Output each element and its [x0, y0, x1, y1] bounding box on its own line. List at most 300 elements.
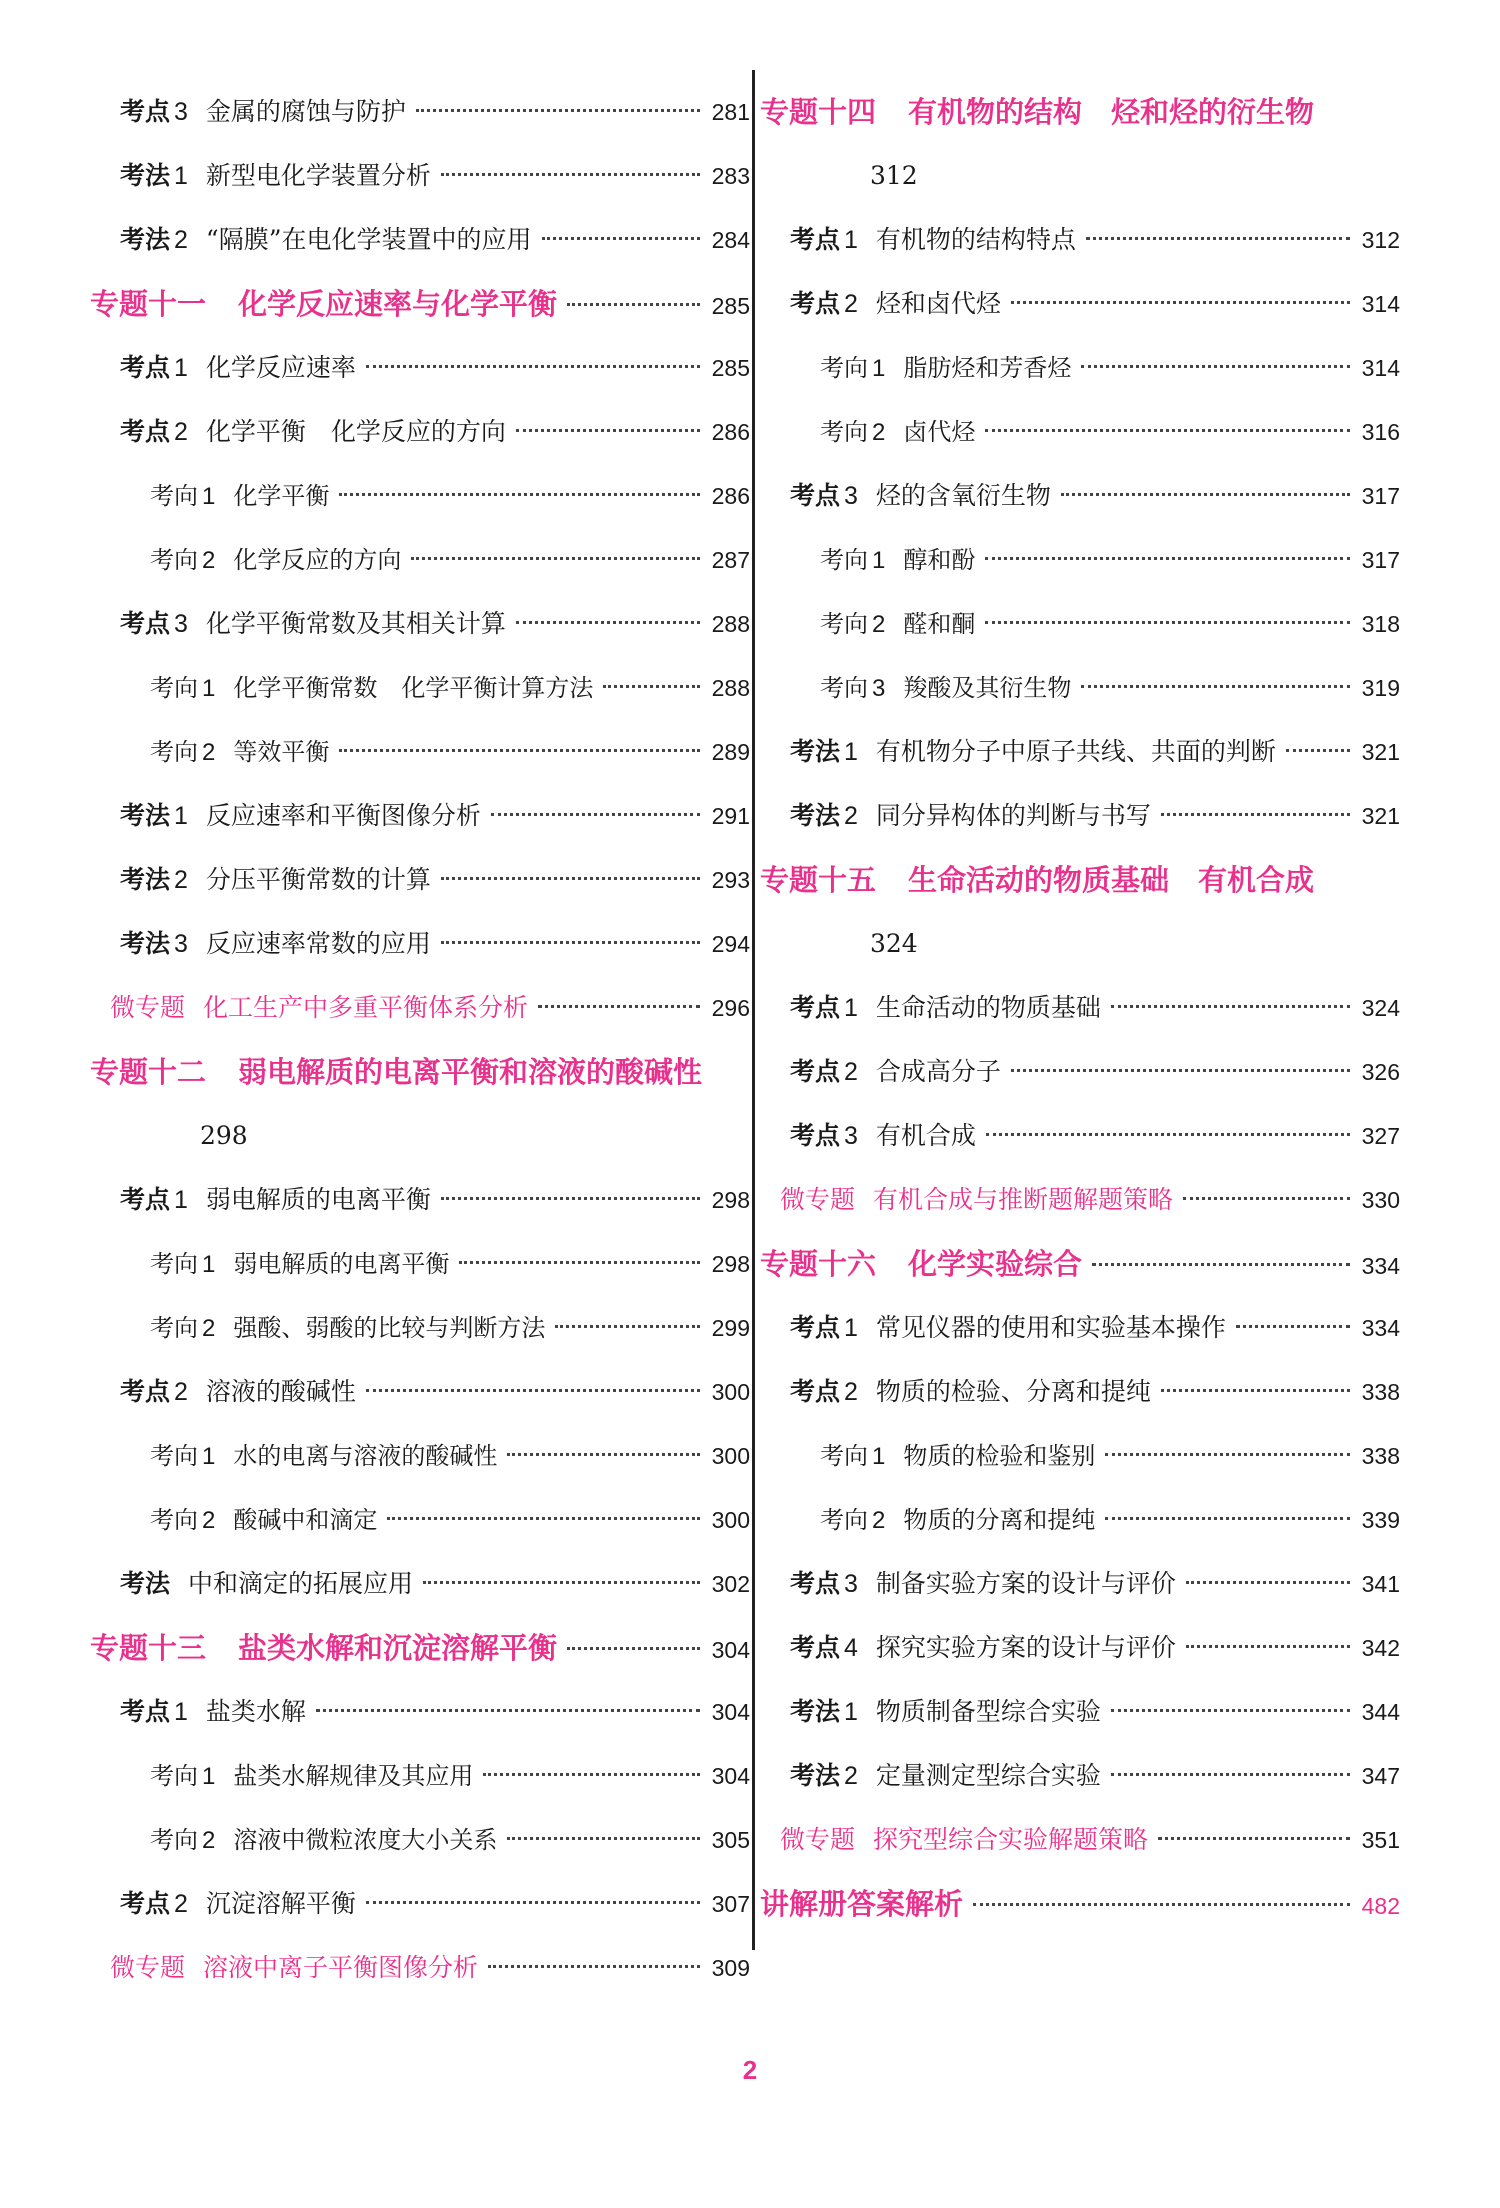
entry-title: 化学反应速率与化学平衡: [238, 287, 558, 321]
toc-entry-kaodian[interactable]: [760, 272, 1400, 336]
toc-entry-micro[interactable]: [90, 976, 750, 1040]
toc-entry-kaoxiang[interactable]: [90, 1808, 750, 1872]
entry-tag: [150, 1424, 215, 1489]
entry-number: 1: [174, 354, 188, 382]
dot-leader: [1236, 1325, 1350, 1328]
page-number: 2: [742, 2055, 758, 2085]
toc-entry-kaoxiang[interactable]: [760, 336, 1400, 400]
page-ref: 334: [1361, 1315, 1400, 1341]
entry-tag: [120, 1552, 170, 1616]
toc-column-left: [90, 80, 750, 2000]
entry-tag: [790, 784, 858, 848]
entry-tag-text: 微专题: [110, 993, 186, 1022]
toc-entry-micro[interactable]: [90, 1936, 750, 2000]
toc-topic-title-line: [760, 80, 1400, 144]
entry-number: 2: [844, 1058, 858, 1086]
entry-tag-text: 考向: [150, 1442, 198, 1470]
toc-entry-kaodian[interactable]: [760, 208, 1400, 272]
entry-title: 化学平衡 化学反应的方向: [205, 417, 506, 446]
toc-entry-kaoxiang[interactable]: [90, 1488, 750, 1552]
entry-number: 1: [202, 1443, 216, 1470]
entry-number: 1: [202, 1763, 216, 1790]
entry-title: 醛和酮: [903, 610, 976, 638]
dot-leader: [538, 1005, 700, 1008]
entry-tag: [120, 336, 188, 400]
entry-tag: [790, 208, 858, 272]
dot-leader: [507, 1453, 700, 1456]
dot-leader: [973, 1903, 1350, 1906]
toc-entry-kaodian[interactable]: [760, 1360, 1400, 1424]
entry-number: 1: [844, 1314, 858, 1342]
entry-tag: [150, 1488, 215, 1553]
page-ref: 284: [711, 227, 750, 253]
page-ref: 339: [1361, 1507, 1400, 1533]
dot-leader: [1105, 1453, 1350, 1456]
toc-entry-kaoxiang[interactable]: [760, 656, 1400, 720]
entry-tag: [820, 1488, 885, 1553]
entry-number: 1: [202, 483, 216, 510]
entry-title: 化学实验综合: [908, 1247, 1083, 1281]
dot-leader: [1061, 493, 1350, 496]
entry-number: 1: [844, 994, 858, 1022]
entry-number: 2: [844, 802, 858, 830]
entry-tag-text: 考点: [120, 1697, 171, 1726]
dot-leader: [1161, 813, 1350, 816]
entry-title: 分压平衡常数的计算: [205, 865, 431, 894]
entry-tag-text: 考向: [150, 1506, 198, 1534]
topic-tag: 专题十四: [760, 95, 877, 129]
page-ref: 351: [1361, 1827, 1400, 1853]
page-ref: 330: [1361, 1187, 1400, 1213]
toc-entry-kaoxiang[interactable]: [760, 1488, 1400, 1552]
toc-entry-kaoxiang[interactable]: [90, 720, 750, 784]
entry-tag-text: 考点: [790, 1057, 841, 1086]
dot-leader: [1086, 237, 1350, 240]
toc-entry-kaodian[interactable]: [90, 1872, 750, 1936]
entry-tag-text: 考法: [790, 801, 841, 830]
page-ref: 314: [1361, 355, 1400, 381]
dot-leader: [491, 813, 700, 816]
entry-title: 制备实验方案的设计与评价: [875, 1569, 1176, 1598]
entry-number: 2: [202, 1827, 216, 1854]
entry-tag-text: 考法: [120, 1569, 171, 1598]
entry-title: 金属的腐蚀与防护: [205, 97, 406, 126]
toc-topic-entry[interactable]: [760, 848, 1400, 976]
page-ref: 298: [711, 1251, 750, 1277]
entry-title: 物质的检验和鉴别: [903, 1442, 1096, 1470]
entry-title: 新型电化学装置分析: [205, 161, 431, 190]
toc-entry-kaodian[interactable]: [760, 1296, 1400, 1360]
page-ref: 342: [1361, 1635, 1400, 1661]
dot-leader: [1081, 685, 1350, 688]
entry-tag-text: 考点: [120, 1889, 171, 1918]
entry-tag-text: 考法: [120, 865, 171, 894]
toc-leader-row: [90, 1104, 750, 1168]
entry-tag-text: 考向: [150, 1762, 198, 1790]
entry-number: 1: [174, 1186, 188, 1214]
dot-leader: [339, 493, 700, 496]
page-ref: 312: [1361, 227, 1400, 253]
toc-entry-kaoxiang[interactable]: [90, 1232, 750, 1296]
page-ref: 326: [1361, 1059, 1400, 1085]
entry-title: 烃和卤代烃: [875, 289, 1001, 318]
toc-entry-kaoxiang[interactable]: [90, 464, 750, 528]
dot-leader: [1158, 1837, 1350, 1840]
toc-entry-kaodian[interactable]: [90, 400, 750, 464]
dot-leader: [366, 1389, 700, 1392]
dot-leader: [1081, 365, 1350, 368]
toc-entry-kaodian[interactable]: [760, 464, 1400, 528]
entry-tag: [150, 1232, 215, 1297]
entry-tag-text: 考点: [120, 417, 171, 446]
toc-entry-kaodian[interactable]: [90, 336, 750, 400]
entry-title: 化学反应速率: [205, 353, 356, 382]
entry-tag-text: 考点: [120, 1185, 171, 1214]
page-ref: 312: [870, 161, 918, 190]
page-ref: 347: [1361, 1763, 1400, 1789]
entry-tag: [150, 720, 215, 785]
entry-title: 溶液的酸碱性: [205, 1377, 356, 1406]
entry-tag-text: 考点: [790, 1377, 841, 1406]
entry-tag: [820, 400, 885, 465]
dot-leader: [488, 1965, 700, 1968]
dot-leader: [567, 1647, 700, 1650]
toc-entry-kaodian[interactable]: [760, 976, 1400, 1040]
entry-tag: [820, 528, 885, 593]
entry-tag: [820, 656, 885, 721]
toc-topic-title-line: [760, 848, 1400, 912]
entry-title: 定量测定型综合实验: [875, 1761, 1101, 1790]
toc-entry-final[interactable]: [760, 1872, 1400, 1936]
entry-tag: [790, 720, 858, 784]
entry-tag: [120, 1168, 188, 1232]
dot-leader: [441, 1197, 700, 1200]
topic-title: 有机物的结构 烃和烃的衍生物: [908, 95, 1315, 129]
entry-title: 烃的含氧衍生物: [875, 481, 1051, 510]
entry-tag-text: 考向: [150, 1826, 198, 1854]
entry-tag: [120, 912, 188, 976]
toc-entry-kaodian[interactable]: [760, 1040, 1400, 1104]
dot-leader: [416, 109, 700, 112]
entry-number: 1: [174, 162, 188, 190]
dot-leader: [316, 1709, 700, 1712]
page-ref: 338: [1361, 1443, 1400, 1469]
entry-number: 2: [202, 1507, 216, 1534]
toc-entry-kaodian[interactable]: [760, 1104, 1400, 1168]
entry-tag: [790, 1552, 858, 1616]
entry-tag-text: 考点: [790, 1569, 841, 1598]
toc-entry-kaoxiang[interactable]: [90, 1424, 750, 1488]
page-ref: 291: [711, 803, 750, 829]
entry-tag-text: 考向: [820, 1506, 868, 1534]
dot-leader: [985, 429, 1350, 432]
entry-tag: [120, 784, 188, 848]
topic-tag: 专题十二: [90, 1055, 207, 1089]
entry-title: 反应速率常数的应用: [205, 929, 431, 958]
page-ref: 317: [1361, 547, 1400, 573]
entry-title: 羧酸及其衍生物: [903, 674, 1072, 702]
entry-tag: [150, 1296, 215, 1361]
entry-tag-text: 考法: [790, 737, 841, 766]
toc-entry-kaoxiang[interactable]: [760, 528, 1400, 592]
entry-number: 2: [174, 866, 188, 894]
dot-leader: [516, 621, 700, 624]
toc-entry-kaodian[interactable]: [90, 1168, 750, 1232]
dot-leader: [1186, 1581, 1350, 1584]
toc-entry-kaoxiang[interactable]: [760, 400, 1400, 464]
toc-entry-kaofa[interactable]: [90, 784, 750, 848]
toc-entry-kaoxiang[interactable]: [90, 1744, 750, 1808]
entry-title: 有机物分子中原子共线、共面的判断: [875, 737, 1276, 766]
page-ref: 298: [711, 1187, 750, 1213]
page-ref: 341: [1361, 1571, 1400, 1597]
page-ref: 281: [711, 99, 750, 125]
entry-tag-text: 考向: [150, 738, 198, 766]
dot-leader: [507, 1837, 700, 1840]
entry-title: 同分异构体的判断与书写: [875, 801, 1151, 830]
entry-tag: [820, 592, 885, 657]
entry-number: 3: [844, 482, 858, 510]
page-ref: 296: [711, 995, 750, 1021]
dot-leader: [1011, 1069, 1350, 1072]
page-ref: 293: [711, 867, 750, 893]
entry-tag: [120, 144, 188, 208]
entry-number: 2: [844, 1762, 858, 1790]
entry-title: 酸碱中和滴定: [233, 1506, 378, 1534]
page-ref: 327: [1361, 1123, 1400, 1149]
entry-title: 探究型综合实验解题策略: [873, 1825, 1149, 1854]
entry-tag: [110, 976, 185, 1040]
entry-number: 4: [844, 1634, 858, 1662]
entry-title: 弱电解质的电离平衡: [233, 1250, 450, 1278]
page-ref: 314: [1361, 291, 1400, 317]
toc-entry-kaodian[interactable]: [760, 1616, 1400, 1680]
entry-tag-text: 考点: [790, 481, 841, 510]
dot-leader: [483, 1773, 700, 1776]
toc-entry-kaoxiang[interactable]: [90, 656, 750, 720]
page-ref: 307: [711, 1891, 750, 1917]
entry-tag: [790, 976, 858, 1040]
dot-leader: [1161, 1389, 1350, 1392]
entry-title: 等效平衡: [233, 738, 330, 766]
page-ref: 300: [711, 1379, 750, 1405]
entry-tag-text: 考法: [120, 161, 171, 190]
dot-leader: [516, 429, 700, 432]
dot-leader: [1105, 1517, 1350, 1520]
entry-tag-text: 考向: [150, 1314, 198, 1342]
entry-tag: [790, 1040, 858, 1104]
page-ref: 324: [1361, 995, 1400, 1021]
toc-entry-topic[interactable]: [90, 272, 750, 336]
toc-topic-entry[interactable]: [760, 80, 1400, 208]
entry-tag-text: 微专题: [110, 1953, 186, 1982]
entry-number: 3: [844, 1570, 858, 1598]
entry-number: 2: [872, 1507, 886, 1534]
page-ref: 286: [711, 483, 750, 509]
toc-entry-topic[interactable]: [90, 1616, 750, 1680]
dot-leader: [1011, 301, 1350, 304]
toc-entry-kaofa[interactable]: [90, 912, 750, 976]
toc-leader-row: [760, 912, 1400, 976]
entry-title: 弱电解质的电离平衡: [205, 1185, 431, 1214]
entry-tag: [790, 1296, 858, 1360]
page-ref: 321: [1361, 739, 1400, 765]
entry-number: 1: [174, 802, 188, 830]
dot-leader: [441, 877, 700, 880]
entry-title: 醇和酚: [903, 546, 976, 574]
entry-tag: [820, 1424, 885, 1489]
page-ref: 289: [711, 739, 750, 765]
entry-number: 2: [174, 1378, 188, 1406]
page-ref: 324: [870, 929, 918, 958]
entry-title: 化学平衡: [233, 482, 330, 510]
entry-title: 常见仪器的使用和实验基本操作: [875, 1313, 1226, 1342]
entry-number: 2: [202, 739, 216, 766]
toc-entry-kaofa[interactable]: [760, 720, 1400, 784]
toc-entry-kaofa[interactable]: [90, 144, 750, 208]
entry-title: 物质的检验、分离和提纯: [875, 1377, 1151, 1406]
page-ref: 300: [711, 1443, 750, 1469]
entry-title: 盐类水解和沉淀溶解平衡: [238, 1631, 558, 1665]
entry-number: 3: [174, 98, 188, 126]
page-ref: 283: [711, 163, 750, 189]
entry-tag: [790, 1744, 858, 1808]
toc-entry-kaofa[interactable]: [90, 1552, 750, 1616]
entry-title: 有机合成: [875, 1121, 976, 1150]
topic-title: 弱电解质的电离平衡和溶液的酸碱性: [238, 1055, 703, 1089]
dot-leader: [1286, 749, 1350, 752]
page-ref: 287: [711, 547, 750, 573]
toc-entry-kaodian[interactable]: [90, 1360, 750, 1424]
toc-topic-entry[interactable]: [90, 1040, 750, 1168]
toc-entry-topic[interactable]: [760, 1232, 1400, 1296]
answers-section-title: 讲解册答案解析: [760, 1887, 964, 1921]
dot-leader: [1092, 1263, 1350, 1266]
page-ref: 286: [711, 419, 750, 445]
entry-number: 2: [202, 547, 216, 574]
entry-number: 1: [202, 1251, 216, 1278]
entry-tag: [110, 1936, 185, 2000]
entry-tag-text: 考向: [150, 1250, 198, 1278]
entry-number: 1: [202, 675, 216, 702]
entry-tag-text: 考点: [120, 97, 171, 126]
entry-title: 溶液中离子平衡图像分析: [203, 1953, 479, 1982]
entry-tag: [790, 1360, 858, 1424]
toc-entry-kaodian[interactable]: [760, 1552, 1400, 1616]
toc-entry-kaoxiang[interactable]: [90, 1296, 750, 1360]
entry-tag: [790, 464, 858, 528]
toc-entry-kaofa[interactable]: [90, 208, 750, 272]
toc-entry-micro[interactable]: [760, 1168, 1400, 1232]
toc-entry-kaoxiang[interactable]: [760, 592, 1400, 656]
toc-entry-kaodian[interactable]: [90, 1680, 750, 1744]
entry-tag-text: 考向: [820, 1442, 868, 1470]
page-ref: 302: [711, 1571, 750, 1597]
dot-leader: [1111, 1709, 1350, 1712]
page-ref: 319: [1361, 675, 1400, 701]
toc-entry-kaofa[interactable]: [760, 784, 1400, 848]
entry-tag-text: 考法: [790, 1697, 841, 1726]
toc-entry-kaoxiang[interactable]: [760, 1424, 1400, 1488]
entry-tag: [790, 1680, 858, 1744]
entry-tag: [150, 1744, 215, 1809]
entry-tag: [90, 1616, 206, 1680]
toc-entry-kaoxiang[interactable]: [90, 528, 750, 592]
entry-tag-text: 考点: [790, 993, 841, 1022]
entry-tag: [760, 1232, 876, 1296]
entry-tag-text: 考向: [820, 418, 868, 446]
entry-title: 物质的分离和提纯: [903, 1506, 1096, 1534]
entry-title: 有机合成与推断题解题策略: [873, 1185, 1174, 1214]
entry-title: 有机物的结构特点: [875, 225, 1076, 254]
entry-tag: [120, 80, 188, 144]
entry-title: 化学反应的方向: [233, 546, 402, 574]
entry-number: 1: [872, 355, 886, 382]
entry-title: 强酸、弱酸的比较与判断方法: [233, 1314, 546, 1342]
entry-tag: [120, 400, 188, 464]
entry-title: 物质制备型综合实验: [875, 1697, 1101, 1726]
entry-number: 2: [174, 226, 188, 254]
dot-leader: [603, 685, 700, 688]
entry-tag-text: 考向: [150, 674, 198, 702]
toc-entry-kaofa[interactable]: [90, 848, 750, 912]
entry-tag: [120, 592, 188, 656]
entry-tag: [120, 208, 188, 272]
page-ref: 285: [711, 293, 750, 319]
entry-tag-text: 考点: [790, 1121, 841, 1150]
dot-leader: [366, 365, 700, 368]
dot-leader: [986, 1133, 1350, 1136]
entry-tag: [790, 1616, 858, 1680]
entry-number: 1: [174, 1698, 188, 1726]
entry-tag-text: 考向: [150, 482, 198, 510]
entry-tag-text: 考点: [790, 289, 841, 318]
entry-tag-text: 专题十三: [90, 1631, 207, 1665]
page-ref: 334: [1361, 1253, 1400, 1279]
toc-leader-row: [760, 144, 1400, 208]
toc-entry-micro[interactable]: [760, 1808, 1400, 1872]
entry-title: 溶液中微粒浓度大小关系: [233, 1826, 498, 1854]
page-ref: 288: [711, 611, 750, 637]
entry-tag: [120, 1680, 188, 1744]
toc-entry-kaodian[interactable]: [90, 80, 750, 144]
toc-entry-kaodian[interactable]: [90, 592, 750, 656]
entry-tag: [780, 1168, 855, 1232]
page-ref: 309: [711, 1955, 750, 1981]
dot-leader: [1186, 1645, 1350, 1648]
entry-tag: [790, 272, 858, 336]
entry-tag-text: 微专题: [780, 1825, 856, 1854]
entry-number: 2: [174, 418, 188, 446]
dot-leader: [459, 1261, 700, 1264]
page-ref: 300: [711, 1507, 750, 1533]
page-ref: 482: [1361, 1893, 1400, 1919]
page-ref: 317: [1361, 483, 1400, 509]
entry-tag-text: 考法: [790, 1761, 841, 1790]
entry-number: 1: [844, 226, 858, 254]
page-ref: 298: [200, 1121, 248, 1150]
entry-tag: [780, 1808, 855, 1872]
entry-tag: [120, 1360, 188, 1424]
toc-entry-kaofa[interactable]: [760, 1744, 1400, 1808]
toc-entry-kaofa[interactable]: [760, 1680, 1400, 1744]
page-ref: 304: [711, 1637, 750, 1663]
entry-tag-text: 考点: [120, 353, 171, 382]
entry-tag-text: 考法: [120, 801, 171, 830]
entry-title: 水的电离与溶液的酸碱性: [233, 1442, 498, 1470]
entry-tag-text: 考点: [790, 1633, 841, 1662]
dot-leader: [411, 557, 700, 560]
